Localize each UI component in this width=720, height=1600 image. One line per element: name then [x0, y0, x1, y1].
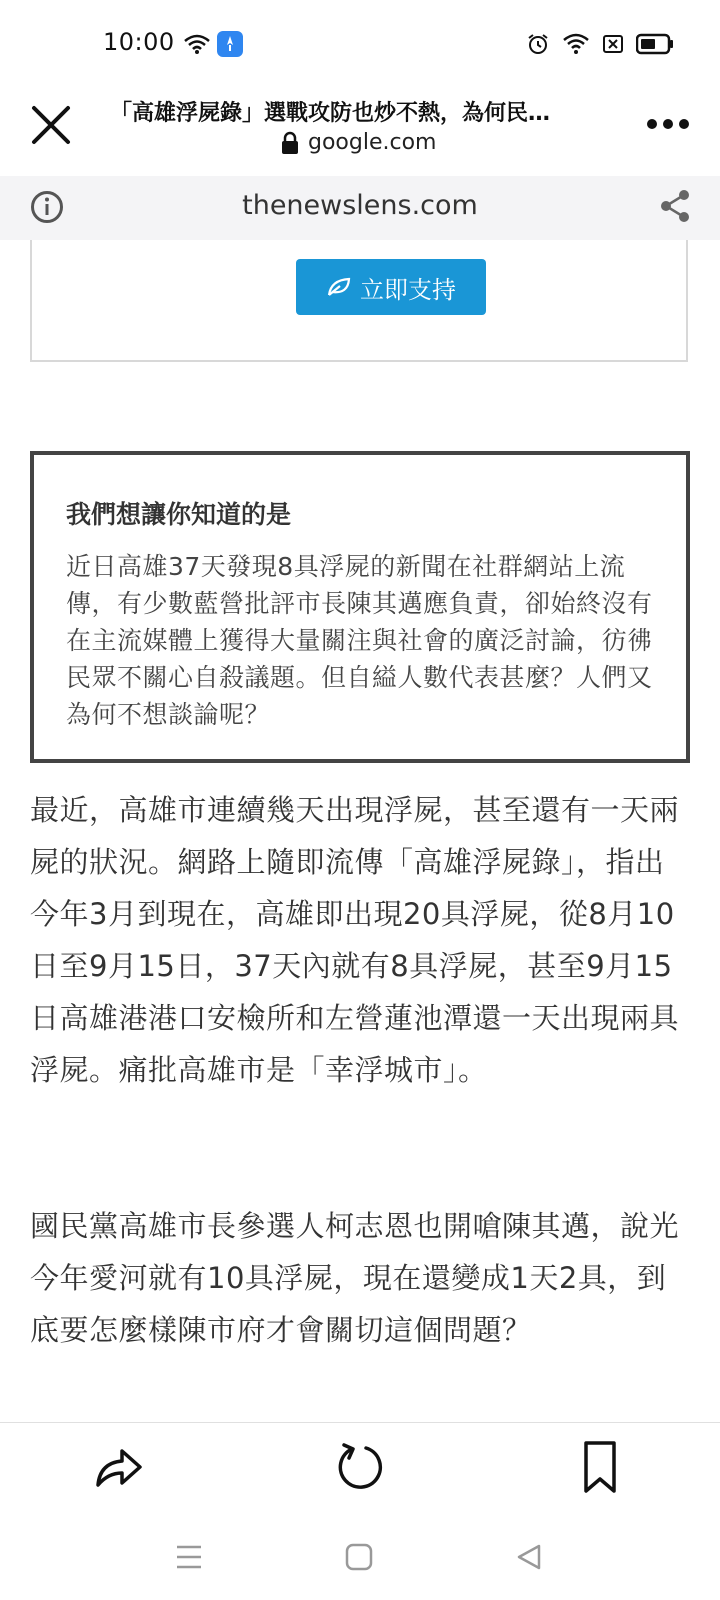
summary-text: 近日高雄37天發現8具浮屍的新聞在社群網站上流傳，有少數藍營批評市長陳其邁應負責，卻始終沒有在主流媒體上獲得大量關注與社會的廣泛討論，彷彿民眾不關心自殺議題。但自縊人數代表甚麼？人們又為何不想談論呢？	[66, 552, 653, 729]
site-bar	[0, 176, 720, 240]
domain-row	[280, 130, 436, 155]
status-icons	[526, 30, 674, 58]
no-sim-icon	[602, 33, 624, 55]
battery-icon	[636, 33, 674, 55]
page-title: 「高雄浮屍錄」選戰攻防也炒不熱，為何民…	[110, 101, 551, 126]
lock-icon	[280, 131, 300, 155]
alarm-icon	[526, 32, 550, 56]
article-content	[0, 240, 720, 1422]
support-box	[30, 240, 688, 362]
article-paragraph: 國民黨高雄市長參選人柯志恩也開嗆陳其邁，說光今年愛河就有10具浮屍，現在還變成1天2具，到底要怎麼樣陳市府才會關切這個問題？	[30, 1209, 680, 1347]
support-button[interactable]	[296, 259, 486, 315]
bottom-toolbar	[0, 1422, 720, 1511]
back-icon[interactable]	[514, 1542, 544, 1572]
app-notification-icon	[217, 31, 243, 57]
summary-box	[30, 451, 690, 763]
summary-title: 我們想讓你知道的是	[66, 500, 292, 529]
recent-apps-icon[interactable]	[174, 1542, 204, 1572]
wifi-icon	[183, 33, 211, 55]
status-time: 10:00	[103, 28, 175, 56]
share-icon[interactable]	[658, 188, 692, 224]
leaf-icon	[326, 276, 352, 298]
site-domain: thenewslens.com	[242, 190, 478, 221]
home-icon[interactable]	[344, 1542, 374, 1572]
bookmark-icon[interactable]	[572, 1439, 628, 1495]
browser-header	[0, 88, 720, 177]
more-icon[interactable]	[646, 114, 690, 134]
domain-label: google.com	[308, 130, 437, 155]
refresh-icon[interactable]	[332, 1439, 388, 1495]
wifi-signal-icon	[562, 32, 590, 56]
article-paragraph: 最近，高雄市連續幾天出現浮屍，甚至還有一天兩屍的狀況。網路上隨即流傳「高雄浮屍錄」，指出今年3月到現在，高雄即出現20具浮屍，從8月10日至9月15日，37天內就有8具浮屍，甚至9月15日高雄港港口安檢所和左營蓮池潭還一天出現兩具浮屍。痛批高雄市是「幸浮城市」。	[30, 793, 680, 1087]
support-button-label: 立即支持	[360, 275, 456, 304]
status-bar	[0, 0, 720, 88]
system-nav-bar	[0, 1510, 720, 1600]
forward-share-icon[interactable]	[90, 1439, 146, 1495]
close-icon[interactable]	[28, 102, 74, 148]
